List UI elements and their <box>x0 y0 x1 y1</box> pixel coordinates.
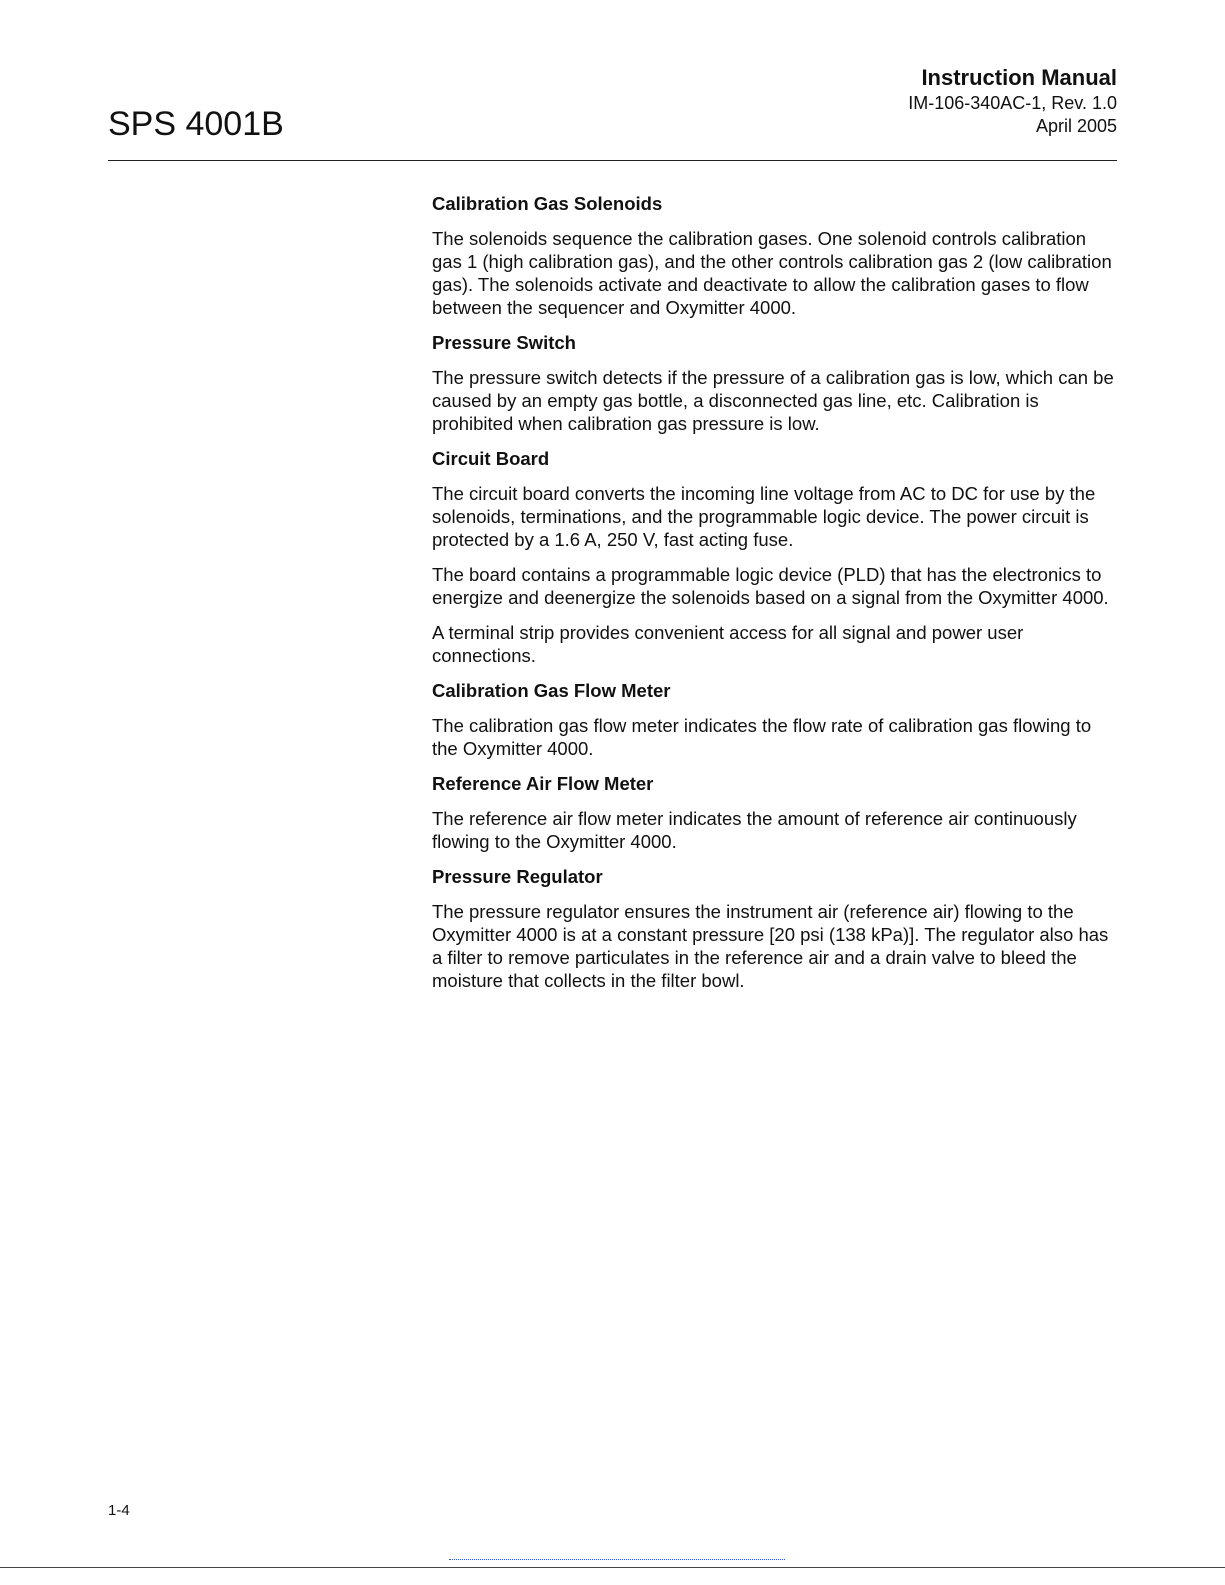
paragraph: The pressure switch detects if the pressure of a calibration gas is low, which can be caused by an empty gas bottle, a disconnected gas line, etc. Calibration is prohibited when calibration gas pressure is low. <box>432 367 1114 434</box>
paragraph: The reference air flow meter indicates the amount of reference air continuously flowing to the Oxymitter 4000. <box>432 808 1077 852</box>
document-header <box>908 64 1117 138</box>
section-heading: Calibration Gas Solenoids <box>432 193 663 214</box>
paragraph: The board contains a programmable logic device (PLD) that has the electronics to energize and deenergize the solenoids based on a signal from the Oxymitter 4000. <box>432 564 1109 608</box>
product-title: SPS 4001B <box>108 105 284 143</box>
document-number: IM-106-340AC-1, Rev. 1.0 <box>908 93 1117 113</box>
section-heading: Pressure Regulator <box>432 866 603 887</box>
section-calibration-gas-flow-meter <box>432 679 1117 760</box>
paragraph: The solenoids sequence the calibration gases. One solenoid controls calibration gas 1 (high calibration gas), and the other controls calibration gas 2 (low calibration gas). The solenoids activate and deactivate to allow the calibration gases to flow between the sequencer and Oxymitter 4000. <box>432 228 1112 318</box>
section-calibration-gas-solenoids <box>432 192 1117 319</box>
paragraph: The calibration gas flow meter indicates the flow rate of calibration gas flowing to the Oxymitter 4000. <box>432 715 1092 759</box>
page-number: 1-4 <box>108 1502 130 1519</box>
header-divider <box>108 160 1117 161</box>
paragraph: A terminal strip provides convenient access for all signal and power user connections. <box>432 622 1024 666</box>
section-heading: Reference Air Flow Meter <box>432 773 654 794</box>
main-content <box>432 192 1117 1004</box>
section-heading: Calibration Gas Flow Meter <box>432 680 671 701</box>
section-heading: Pressure Switch <box>432 332 576 353</box>
section-heading: Circuit Board <box>432 448 550 469</box>
section-circuit-board <box>432 447 1117 667</box>
section-reference-air-flow-meter <box>432 772 1117 853</box>
footer-link-underline <box>449 1559 785 1560</box>
page-bottom-edge <box>0 1567 1225 1568</box>
manual-title: Instruction Manual <box>921 65 1117 90</box>
paragraph: The circuit board converts the incoming line voltage from AC to DC for use by the solenoids, terminations, and the programmable logic device. The power circuit is protected by a 1.6 A, 250 V, fast acting fuse. <box>432 483 1096 550</box>
section-pressure-switch <box>432 331 1117 435</box>
document-date: April 2005 <box>1035 116 1117 136</box>
section-pressure-regulator <box>432 865 1117 992</box>
paragraph: The pressure regulator ensures the instrument air (reference air) flowing to the Oxymitter 4000 is at a constant pressure [20 psi (138 kPa)]. The regulator also has a filter to remove particulates in the reference air and a drain valve to bleed the moisture that collects in the filter bowl. <box>432 901 1109 991</box>
